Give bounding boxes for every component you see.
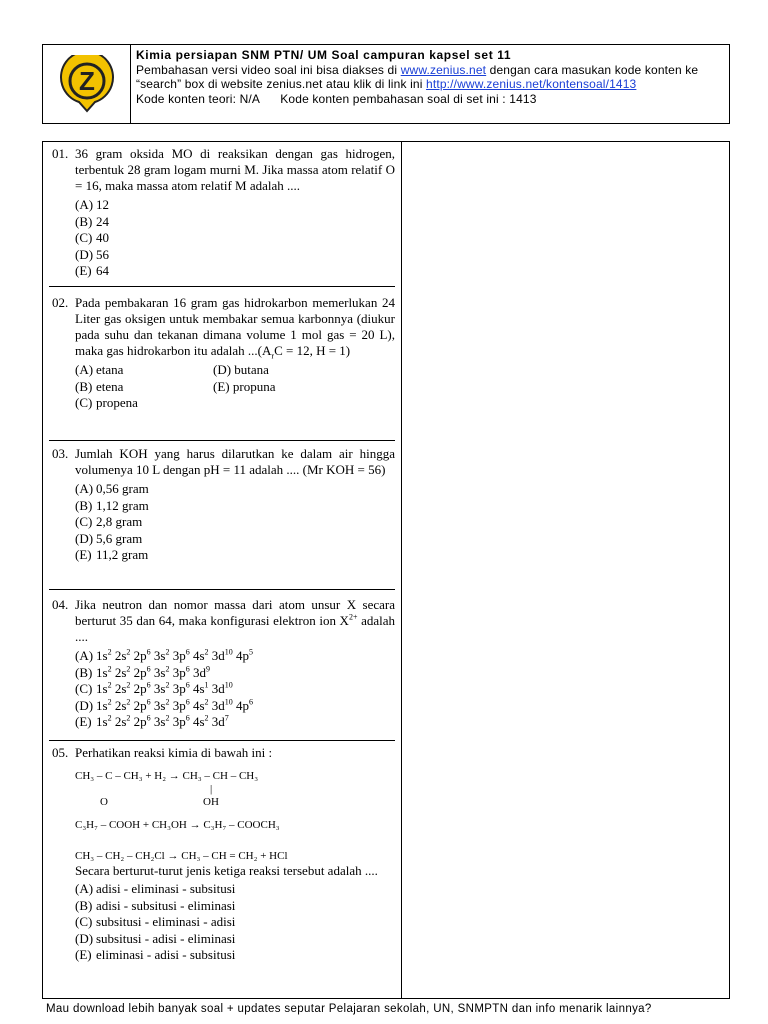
separator [49, 440, 395, 441]
option-e[interactable]: (E) propuna [213, 378, 276, 394]
question-2 [52, 295, 395, 412]
option-d[interactable]: (D) 5,6 gram [75, 530, 143, 546]
options [75, 648, 395, 731]
logo-letter: Z [79, 66, 95, 96]
question-number: 01. [52, 146, 69, 161]
options [75, 362, 395, 412]
doc-title: Kimia persiapan SNM PTN/ UM Soal campuran kapsel set 11 [136, 48, 512, 62]
question-text: Jika neutron dan nomor massa dari atom unsur X secara berturut 35 dan 64, maka konfigurasi elektron ion $X^{2+}$ adalah .... [75, 597, 395, 644]
header-text [131, 45, 698, 123]
question-number: 02. [52, 295, 69, 310]
question-number: 03. [52, 446, 69, 461]
option-c[interactable]: (C) propena [75, 395, 138, 410]
option-c[interactable]: (C) 2,8 gram [75, 514, 143, 529]
question-number: 04. [52, 597, 69, 612]
question-text: Jumlah KOH yang harus dilarutkan ke dalam air hingga volumenya 10 L dengan pH = 11 adalah .... (Mr KOH = 56) [75, 446, 395, 477]
option-e[interactable]: (E) 64 [75, 263, 109, 278]
question-text: 36 gram oksida MO di reaksikan dengan gas hidrogen, terbentuk 28 gram logam murni M. Jika massa atom relatif O = 16, maka massa atom relatif M adalah .... [75, 146, 395, 193]
option-a[interactable]: (A) 12 [75, 197, 109, 212]
question-followup: Secara berturut-turut jenis ketiga reaksi tersebut adalah .... [75, 863, 378, 878]
question-text: Pada pembakaran 16 gram gas hidrokarbon memerlukan 24 Liter gas oksigen untuk membakar semua karbonnya (diukur pada suhu dan tekanan dimana volume 1 mol gas = 20 L), maka gas hidrokarbon itu adalah $...(A_rC = 12$, H = 1) [75, 295, 395, 361]
question-number: 05. [52, 745, 69, 760]
option-b[interactable]: (B) 1,12 gram [75, 497, 149, 513]
option-d[interactable]: (D) subsitusi - adisi - eliminasi [75, 930, 236, 946]
option-a[interactable]: (A) adisi - eliminasi - subsitusi [75, 881, 236, 896]
option-c[interactable]: (C) $1s^2$ $2s^2$ $2p^6$ $3s^2$ $3p^6$ $4s^1$ $3d^{10}$ [75, 680, 233, 696]
option-a[interactable]: (A) etana [75, 362, 124, 377]
question-text: Perhatikan reaksi kimia di bawah ini : [75, 745, 273, 760]
reaction-2: C₃H₇ – COOH + CH₃OH → C₃H₇ – COOCH₃ [75, 819, 280, 831]
separator [49, 286, 395, 287]
option-d[interactable]: (D) 56 [75, 246, 109, 262]
option-c[interactable]: (C) 40 [75, 230, 109, 245]
single-bond-mark: | [210, 783, 213, 795]
option-a[interactable]: (A) $1s^2$ $2s^2$ $2p^6$ $3s^2$ $3p^6$ $4s^2$ $3d^{10}$ $4p^5$ [75, 647, 253, 663]
reaction-1: CH₃ – C – CH₃ + H₂ → CH₃ – CH – CH₃ [75, 770, 259, 782]
hydroxyl-label: OH [203, 796, 219, 808]
footer-text: Mau download lebih banyak soal + updates seputar Pelajaran sekolah, UN, SNMPTN dan info menarik lainnya? [46, 1003, 652, 1015]
empty-answer-column [403, 142, 730, 998]
kontensoal-link[interactable]: http://www.zenius.net/kontensoal/1413 [426, 77, 637, 91]
options [75, 481, 395, 564]
option-b[interactable]: (B) $1s^2$ $2s^2$ $2p^6$ $3s^2$ $3p^6$ $3d^9$ [75, 664, 210, 680]
question-3 [52, 446, 395, 564]
option-c[interactable]: (C) subsitusi - eliminasi - adisi [75, 914, 236, 929]
option-b[interactable]: (B) 24 [75, 213, 109, 229]
question-1 [52, 146, 395, 280]
question-5 [52, 745, 395, 964]
option-b[interactable]: (B) etena [75, 378, 124, 394]
header-line-3: “search” box di website zenius.net atau klik di link ini http://www.zenius.net/kontensoal/1413 [136, 77, 637, 91]
question-4 [52, 597, 395, 731]
option-e[interactable]: (E) $1s^2$ $2s^2$ $2p^6$ $3s^2$ $3p^6$ $4s^2$ $3d^7$ [75, 713, 229, 729]
options [75, 197, 395, 280]
option-a[interactable]: (A) 0,56 gram [75, 481, 149, 496]
options [75, 881, 395, 964]
oxygen-label: O [100, 796, 108, 808]
logo-cell [43, 45, 131, 123]
header-line-4: Kode konten teori: N/A Kode konten pembahasan soal di set ini : 1413 [136, 91, 537, 106]
question-box [42, 141, 730, 999]
header-box [42, 44, 730, 124]
option-e[interactable]: (E) eliminasi - adisi - subsitusi [75, 947, 236, 962]
header-line-2: Pembahasan versi video soal ini bisa diakses di www.zenius.net dengan cara masukan kode konten ke [136, 62, 699, 77]
reaction-3: CH₃ – CH₂ – CH₂Cl → CH₃ – CH = CH₂ + HCl [75, 850, 288, 862]
zenius-link[interactable]: www.zenius.net [400, 62, 487, 77]
option-d[interactable]: (D) $1s^2$ $2s^2$ $2p^6$ $3s^2$ $3p^6$ $4s^2$ $3d^{10}$ $4p^6$ [75, 697, 253, 713]
separator [49, 740, 395, 741]
reaction-block [75, 770, 395, 863]
separator [49, 589, 395, 590]
option-e[interactable]: (E) 11,2 gram [75, 547, 149, 562]
questions-column [43, 142, 402, 998]
zenius-logo-icon [59, 55, 115, 113]
option-d[interactable]: (D) butana [213, 362, 269, 377]
option-b[interactable]: (B) adisi - subsitusi - eliminasi [75, 897, 236, 913]
